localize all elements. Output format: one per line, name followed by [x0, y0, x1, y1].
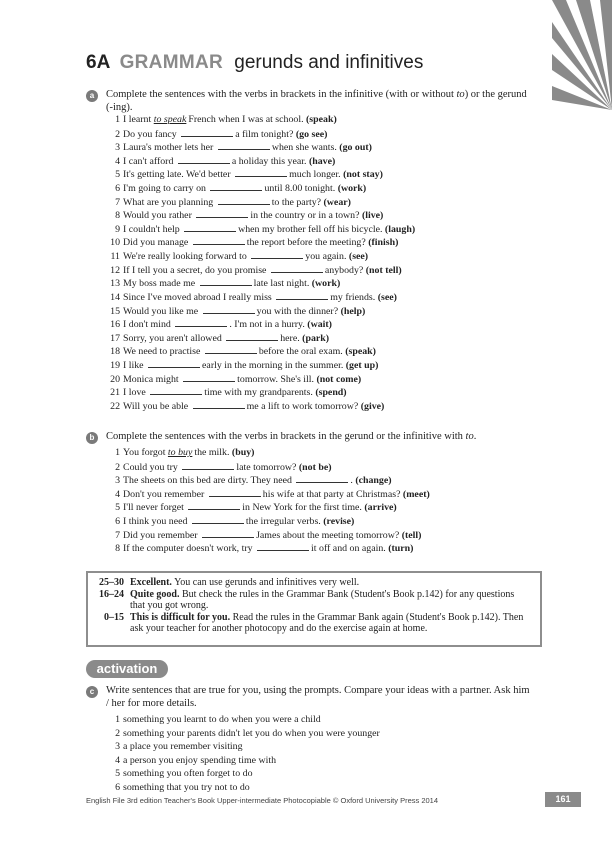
list-item: 4 a person you enjoy spending time with [115, 754, 277, 766]
answer-blank[interactable] [150, 385, 202, 395]
list-item: 22 Will you be able me a lift to work tomorrow? (give) [110, 400, 385, 412]
answer-blank[interactable] [196, 208, 248, 218]
list-item: 5 It's getting late. We'd better much longer. (not stay) [115, 169, 383, 181]
answer-blank[interactable] [257, 541, 309, 551]
page-title [86, 52, 423, 74]
list-item: 20 Monica might tomorrow. She's ill. (not come) [110, 373, 362, 385]
list-item: 19 I like early in the morning in the summer. (get up) [110, 359, 379, 371]
list-item: 6 something that you try not to do [115, 782, 250, 794]
list-item: 11 We're really looking forward to you again. (see) [110, 251, 369, 263]
answer-blank[interactable] [251, 249, 303, 259]
answer-blank[interactable] [184, 222, 236, 232]
answer-blank[interactable] [192, 514, 244, 524]
answer-blank[interactable] [148, 358, 200, 368]
list-item: 10 Did you manage the report before the meeting? (finish) [110, 237, 399, 249]
list-item: 1 You forgot to buy the milk. (buy) [115, 447, 255, 458]
answer-blank[interactable] [296, 473, 348, 483]
list-item: 5 I'll never forget in New York for the first time. (arrive) [115, 502, 397, 514]
answer-blank[interactable] [193, 235, 245, 245]
answer-blank[interactable] [209, 487, 261, 497]
answer-blank[interactable] [178, 154, 230, 164]
answer-blank[interactable] [200, 276, 252, 286]
answer-blank[interactable] [235, 167, 287, 177]
answer-blank[interactable] [218, 195, 270, 205]
list-item: 2 something your parents didn't let you do when you were younger [115, 727, 380, 739]
list-item: 15 Would you like me you with the dinner? (help) [110, 305, 366, 317]
list-item: 3 a place you remember visiting [115, 741, 243, 753]
exercise-b-list [104, 446, 430, 555]
answer-blank[interactable] [205, 344, 257, 354]
list-item: 16 I don't mind . I'm not in a hurry. (wait) [110, 319, 332, 331]
list-item: 8 If the computer doesn't work, try it off and on again. (turn) [115, 543, 414, 555]
topic-title: gerunds and infinitives [234, 52, 424, 73]
footer-credit: English File 3rd edition Teacher's Book Upper-intermediate Photocopiable © Oxford University Press 2014 [86, 796, 439, 805]
answer-blank[interactable] [175, 317, 227, 327]
answer-blank[interactable] [210, 181, 262, 191]
answer-blank[interactable] [183, 372, 235, 382]
answer-blank[interactable] [193, 399, 245, 409]
list-item: 1 I learnt to speak French when I was at school. (speak) [115, 114, 337, 125]
list-item: 18 We need to practise before the oral exam. (speak) [110, 346, 376, 358]
unit-number: 6A [86, 52, 111, 73]
answer-blank[interactable] [271, 263, 323, 273]
list-item: 14 Since I've moved abroad I really miss my friends. (see) [110, 291, 397, 303]
exercise-a-list [104, 113, 415, 412]
exercise-b-badge: b [86, 432, 98, 444]
exercise-a-badge: a [86, 90, 98, 102]
answer-blank[interactable] [276, 290, 328, 300]
list-item: 4 Don't you remember his wife at that party at Christmas? (meet) [115, 488, 430, 500]
score-row: 16–24 Quite good. But check the rules in the Grammar Bank (Student's Book p.142) for any questions that you got wrong. [99, 588, 515, 611]
answer-blank[interactable] [182, 460, 234, 470]
list-item: 6 I think you need the irregular verbs. (revise) [115, 516, 355, 528]
list-item: 1 something you learnt to do when you were a child [115, 714, 321, 725]
score-row: 0–15 This is difficult for you. Read the rules in the Grammar Bank again (Student's Book p.142). Then ask your teacher for another photocopy and do the exercise again at home. [104, 611, 524, 634]
exercise-b-instruction: Complete the sentences with the verbs in brackets in the gerund or the infinitive with to. [106, 431, 477, 442]
list-item: 17 Sorry, you aren't allowed here. (park) [110, 332, 330, 344]
score-box [86, 571, 542, 647]
answer-blank[interactable] [226, 331, 278, 341]
list-item: 6 I'm going to carry on until 8.00 tonight. (work) [115, 183, 367, 195]
list-item: 3 The sheets on this bed are dirty. They need . (change) [115, 475, 392, 487]
list-item: 13 My boss made me late last night. (work) [110, 278, 341, 290]
activation-label: activation [86, 660, 168, 678]
list-item: 2 Do you fancy a film tonight? (go see) [115, 128, 328, 140]
list-item: 7 Did you remember James about the meeting tomorrow? (tell) [115, 529, 422, 541]
answer-blank[interactable] [218, 140, 270, 150]
list-item: 8 Would you rather in the country or in a town? (live) [115, 210, 384, 222]
page-number: 161 [545, 792, 581, 807]
list-item: 2 Could you try late tomorrow? (not be) [115, 461, 332, 473]
answer-blank[interactable] [181, 127, 233, 137]
list-item: 5 something you often forget to do [115, 768, 253, 780]
list-item: 9 I couldn't help when my brother fell off his bicycle. (laugh) [115, 223, 416, 235]
answer-blank[interactable] [188, 500, 240, 510]
list-item: 4 I can't afford a holiday this year. (have) [115, 155, 336, 167]
activation-list [104, 713, 380, 795]
section-keyword: GRAMMAR [119, 52, 223, 73]
list-item: 12 If I tell you a secret, do you promise anybody? (not tell) [110, 264, 402, 276]
sunburst-decoration [552, 0, 612, 110]
exercise-c-badge: c [86, 686, 98, 698]
list-item: 7 What are you planning to the party? (wear) [115, 196, 351, 208]
score-row: 25–30 Excellent. You can use gerunds and infinitives very well. [99, 577, 360, 588]
activation-instruction: Write sentences that are true for you, using the prompts. Compare your ideas with a partner. Ask him / her for more details. [106, 685, 530, 709]
list-item: 3 Laura's mother lets her when she wants. (go out) [115, 142, 372, 154]
list-item: 21 I love time with my grandparents. (spend) [110, 387, 347, 399]
answer-blank[interactable] [202, 528, 254, 538]
exercise-a-instruction: Complete the sentences with the verbs in brackets in the infinitive (with or without to) or the gerund (-ing). [106, 89, 527, 113]
answer-blank[interactable] [203, 304, 255, 314]
